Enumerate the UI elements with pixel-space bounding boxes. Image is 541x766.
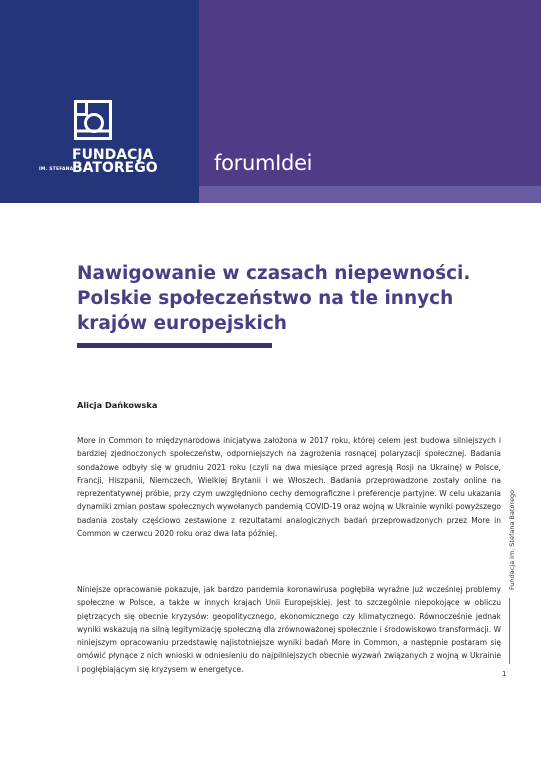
page-number: 1 [502, 670, 507, 678]
paragraph-2: Niniejsze opracowanie pokazuje, jak bardzo pandemia koronawirusa pogłębiła wyraźne już wcześniej problemy społeczne w Polsce, a także w innych krajach Unii Europejskiej. Jest to szczególnie niepokojące w obliczu piętrzących się obecnie kryzysów: geopolitycznego, ekonomicznego czy klimatycznego. Równocześnie jednak wyniki wskazują na silną legitymizację społeczną dla zrównoważonej społecznie i środowiskowo transformacji. W niniejszym opracowaniu przedstawię najistotniejsze wyniki badań More in Common, a następnie postaram się omówić płynące z nich wnioski w odniesieniu do najpilniejszych obecnie wyzwań związanych z wojną w Ukrainie i pogłębiającym się kryzysem w energetyce. [77, 585, 501, 674]
forum-idei-label: forumIdei [214, 151, 313, 175]
sidebar-rule [509, 598, 510, 664]
logo-small-text: IM. STEFANA [39, 167, 74, 172]
paragraph-1: More in Common to międzynarodowa inicjatywa założona w 2017 roku, której celem jest budowa silniejszych i bardziej zjednoczonych społeczeństw, odporniejszych na zagrożenia rosnącej polaryzacji społecznej. Badania sondażowe odbyły się w grudniu 2021 roku (czyli na dwa miesiące przed agresją Rosji na Ukrainę) w Polsce, Francji, Hiszpanii, Niemczech, Wielkiej Brytanii i we Włoszech. Badania przeprowadzone zostały online na reprezentatywnej próbie, przy czym uwzględniono cechy demograficzne i preferencje partyjne. W celu ukazania dynamiki zmian postaw społecznych wywołanych pandemią COVID-19 oraz wojną w Ukrainie wyniki powyższego badania zostały częściowo zestawione z rezultatami analogicznych badań przeprowadzonych przez More in Common w czerwcu 2020 roku oraz dwa lata później. [77, 436, 501, 539]
header-banner [0, 0, 541, 203]
title-underline [77, 343, 272, 348]
document-title: Nawigowanie w czasach niepewności. Polskie społeczeństwo na tle innych krajów europejskich [77, 263, 471, 334]
foundation-logo-icon [74, 100, 112, 140]
logo-word-fundacja: FUNDACJA [72, 147, 154, 163]
purple-strip [199, 186, 541, 203]
sidebar-label: Fundacja im. Stefana Batorego [508, 489, 516, 590]
logo-word-batorego: BATOREGO [72, 160, 158, 176]
author-name: Alicja Dańkowska [77, 400, 158, 410]
